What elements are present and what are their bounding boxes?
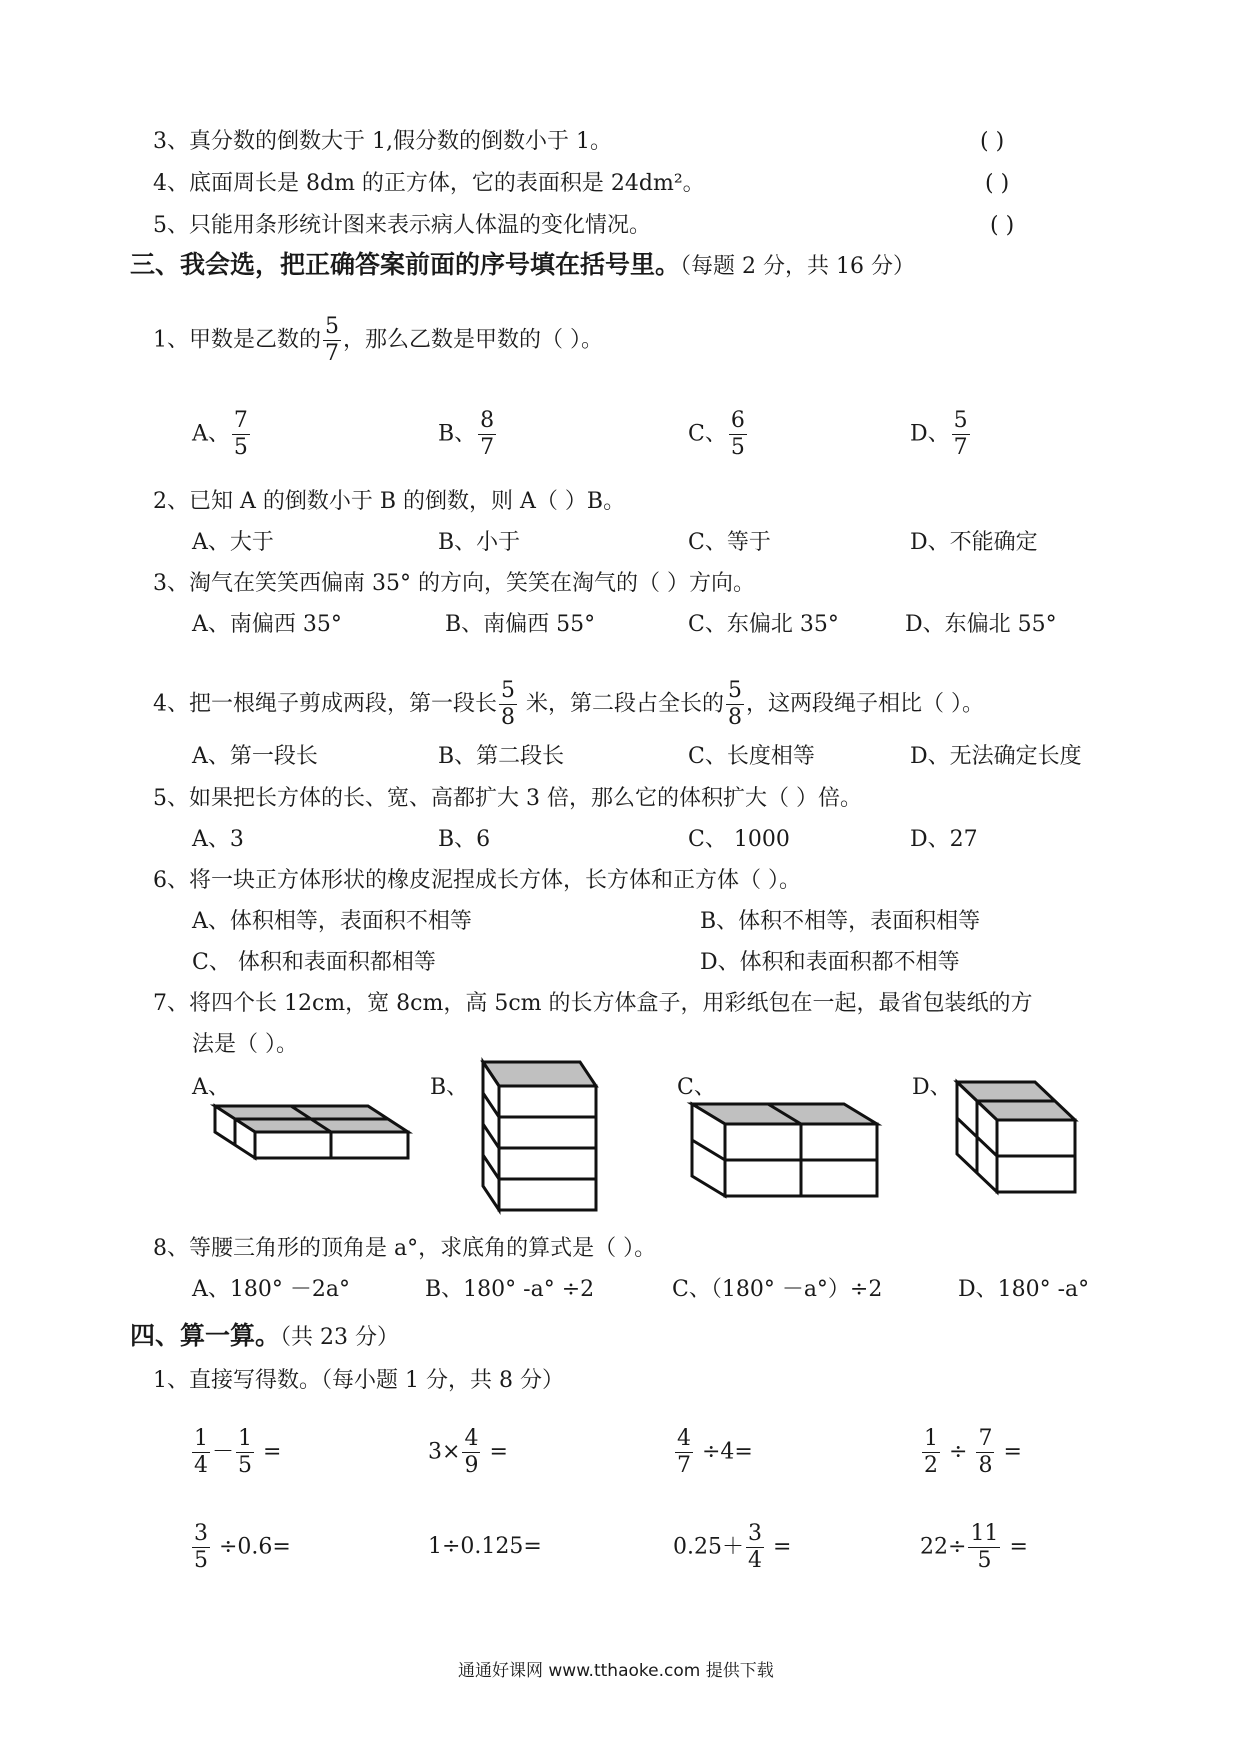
q7-option-a[interactable]: A、 (192, 1075, 230, 1100)
q5-option-b[interactable]: B、6 (438, 827, 491, 852)
q8-option-d[interactable]: D、180° -a° (958, 1277, 1090, 1302)
answer-paren-q5[interactable]: ( ) (990, 213, 1015, 238)
q6-option-a[interactable]: A、体积相等，表面积不相等 (192, 909, 472, 934)
q3-option-d[interactable]: D、东偏北 55° (905, 612, 1057, 637)
q5-stem: 5、如果把长方体的长、宽、高都扩大 3 倍，那么它的体积扩大（ ）倍。 (153, 786, 862, 811)
q7-option-c[interactable]: C、 (677, 1075, 716, 1100)
section4-title: 四、算一算。 (130, 1321, 281, 1350)
q3-option-b[interactable]: B、南偏西 55° (445, 612, 596, 637)
figure-b-stacked-boxes (478, 1058, 608, 1218)
q6-option-d[interactable]: D、体积和表面积都不相等 (700, 950, 960, 975)
q1-text-pre: 1、甲数是乙数的 (153, 327, 321, 353)
figure-d-compact-boxes (955, 1078, 1095, 1198)
q7-option-d[interactable]: D、 (912, 1075, 952, 1100)
section4-heading (130, 1323, 399, 1349)
q5-option-d[interactable]: D、27 (910, 827, 978, 852)
q3-option-c[interactable]: C、东偏北 35° (688, 612, 839, 637)
q1-option-b[interactable]: B、 $\frac{8}{7}$ (438, 408, 495, 460)
q6-option-c[interactable]: C、 体积和表面积都相等 (192, 950, 436, 975)
q1-option-d[interactable]: D、 $\frac{5}{7}$ (910, 408, 968, 460)
q4-option-b[interactable]: B、第二段长 (438, 744, 565, 769)
q1-stem (153, 316, 603, 365)
q3-option-a[interactable]: A、南偏西 35° (192, 612, 342, 637)
expr-3[interactable]: $\frac{4}{7}$ ÷4= (677, 1426, 753, 1478)
q4-stem: 4、把一根绳子剪成两段，第一段长 $\frac{5}{8}$ 米，第二段占全长的 $\frac{5}{8}$ ，这两段绳子相比（ ）。 (153, 678, 984, 730)
q4-option-d[interactable]: D、无法确定长度 (910, 744, 1082, 769)
q2-option-a[interactable]: A、大于 (192, 530, 274, 555)
q1-fraction: $\frac{5}{7}$ (325, 314, 339, 366)
answer-paren-q4[interactable]: ( ) (985, 171, 1010, 196)
q4-option-a[interactable]: A、第一段长 (192, 744, 318, 769)
section4-note: （共 23 分） (280, 1325, 399, 1350)
q4-option-c[interactable]: C、长度相等 (688, 744, 815, 769)
q2-option-b[interactable]: B、小于 (438, 530, 521, 555)
q1-text-post: ，那么乙数是甲数的（ ）。 (343, 327, 603, 353)
q7-stem-line2: 法是（ ）。 (192, 1032, 298, 1057)
figure-a-flat-boxes (215, 1098, 415, 1178)
footer-source: 通通好课网 www.tthaoke.com 提供下载 (458, 1661, 774, 1681)
section3-note: （每题 2 分，共 16 分） (680, 254, 915, 279)
expr-4[interactable]: $\frac{1}{2}$ ÷ $\frac{7}{8}$ = (924, 1426, 1022, 1478)
figure-c-two-layer-boxes (692, 1098, 892, 1208)
q8-option-b[interactable]: B、180° -a° ÷2 (425, 1277, 595, 1302)
q7-option-b[interactable]: B、 (430, 1075, 469, 1100)
q7-stem-line1: 7、将四个长 12cm，宽 8cm，高 5cm 的长方体盒子，用彩纸包在一起，最省包装纸的方 (153, 991, 1033, 1016)
q5-option-c[interactable]: C、 1000 (688, 827, 790, 852)
q8-option-a[interactable]: A、180° －2a° (192, 1277, 350, 1302)
q2-option-d[interactable]: D、不能确定 (910, 530, 1038, 555)
q1-option-c[interactable]: C、 $\frac{6}{5}$ (688, 408, 745, 460)
judge-q5: 5、只能用条形统计图来表示病人体温的变化情况。 (153, 213, 651, 238)
section4-sub1: 1、直接写得数。（每小题 1 分，共 8 分） (153, 1368, 564, 1393)
q6-stem: 6、将一块正方体形状的橡皮泥捏成长方体，长方体和正方体（ ）。 (153, 868, 801, 893)
q8-option-c[interactable]: C、（180° －a°）÷2 (672, 1277, 883, 1302)
expr-5[interactable]: $\frac{3}{5}$ ÷0.6= (194, 1521, 291, 1573)
expr-6[interactable]: 1÷0.125= (428, 1534, 542, 1559)
q2-option-c[interactable]: C、等于 (688, 530, 771, 555)
judge-q3: 3、真分数的倒数大于 1,假分数的倒数小于 1。 (153, 129, 612, 154)
section3-title: 三、我会选，把正确答案前面的序号填在括号里。 (130, 250, 681, 279)
expr-7[interactable]: 0.25＋ $\frac{3}{4}$ = (673, 1521, 792, 1573)
q2-stem: 2、已知 A 的倒数小于 B 的倒数，则 A（ ）B。 (153, 489, 626, 514)
q3-stem: 3、淘气在笑笑西偏南 35° 的方向，笑笑在淘气的（ ）方向。 (153, 571, 755, 596)
expr-2[interactable]: 3× $\frac{4}{9}$ = (428, 1426, 508, 1478)
q4-fraction-1: $\frac{5}{8}$ (501, 678, 515, 730)
q6-option-b[interactable]: B、体积不相等，表面积相等 (700, 909, 981, 934)
answer-paren-q3[interactable]: ( ) (980, 129, 1005, 154)
judge-q4: 4、底面周长是 8dm 的正方体，它的表面积是 24dm²。 (153, 171, 705, 196)
section3-heading (130, 252, 915, 278)
expr-8[interactable]: 22÷ $\frac{11}{5}$ = (920, 1521, 1028, 1573)
q4-fraction-2: $\frac{5}{8}$ (728, 678, 742, 730)
q1-option-a[interactable]: A、 $\frac{7}{5}$ (192, 408, 248, 460)
expr-1[interactable]: $\frac{1}{4}$ － $\frac{1}{5}$ = (194, 1426, 282, 1478)
q5-option-a[interactable]: A、3 (192, 827, 244, 852)
q8-stem: 8、等腰三角形的顶角是 a°，求底角的算式是（ ）。 (153, 1236, 657, 1261)
